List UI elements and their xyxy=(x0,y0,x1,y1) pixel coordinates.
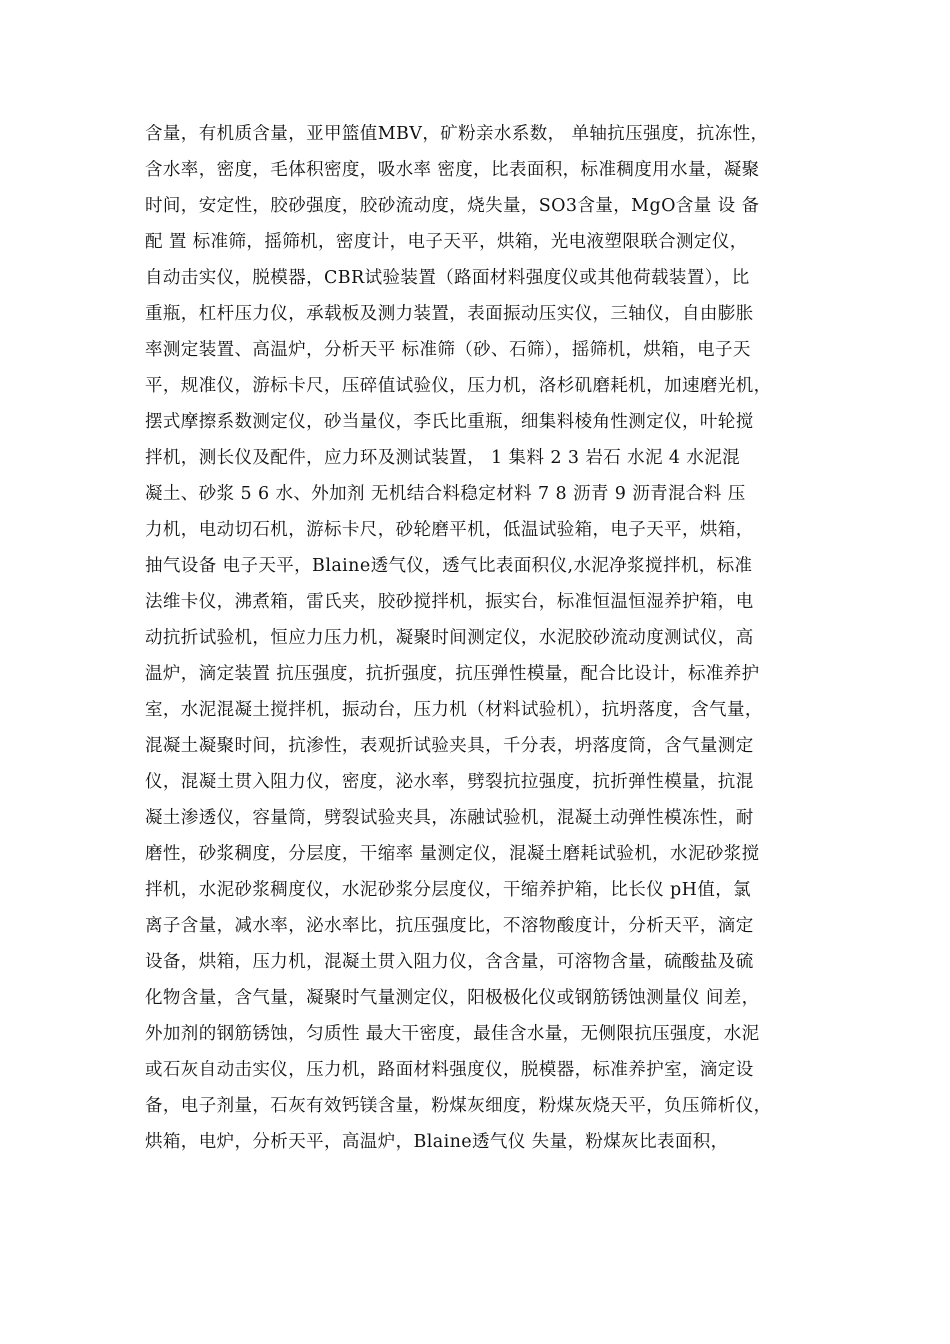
text-line: 含水率，密度，毛体积密度，吸水率 密度，比表面积，标准稠度用水量，凝聚 xyxy=(145,160,760,180)
text-line: 抽气设备 电子天平，Blaine透气仪，透气比表面积仪,水泥净浆搅拌机，标准 xyxy=(145,556,753,576)
text-line: 法维卡仪，沸煮箱，雷氏夹，胶砂搅拌机，振实台，标准恒温恒湿养护箱，电 xyxy=(145,592,754,612)
text-line: 混凝土凝聚时间，抗渗性，表观折试验夹具，千分表，坍落度筒，含气量测定 xyxy=(145,736,754,756)
text-line: 率测定装置、高温炉，分析天平 标准筛（砂、石筛），摇筛机，烘箱，电子天 xyxy=(145,340,751,360)
text-line: 仪，混凝土贯入阻力仪，密度，泌水率，劈裂抗拉强度，抗折弹性模量，抗混 xyxy=(145,772,754,792)
text-line: 备，电子剂量，石灰有效钙镁含量，粉煤灰细度，粉煤灰烧天平，负压筛析仪， xyxy=(145,1096,772,1116)
text-line: 磨性，砂浆稠度，分层度，干缩率 量测定仪，混凝土磨耗试验机，水泥砂浆搅 xyxy=(145,844,760,864)
text-line: 拌机，测长仪及配件，应力环及测试装置， 1 集料 2 3 岩石 水泥 4 水泥混 xyxy=(145,448,741,468)
text-line: 或石灰自动击实仪，压力机，路面材料强度仪，脱模器，标准养护室，滴定设 xyxy=(145,1060,754,1080)
text-line: 摆式摩擦系数测定仪，砂当量仪，李氏比重瓶，细集料棱角性测定仪，叶轮搅 xyxy=(145,412,754,432)
text-line: 凝土、砂浆 5 6 水、外加剂 无机结合料稳定材料 7 8 沥青 9 沥青混合料 压 xyxy=(145,484,746,504)
text-line: 室，水泥混凝土搅拌机，振动台，压力机（材料试验机），抗坍落度，含气量， xyxy=(145,700,763,720)
text-line: 温炉，滴定装置 抗压强度，抗折强度，抗压弹性模量，配合比设计，标准养护 xyxy=(145,664,760,684)
text-line: 含量，有机质含量，亚甲篮值MBV，矿粉亲水系数， 单轴抗压强度，抗冻性， xyxy=(145,124,769,144)
text-line: 配 置 标准筛，摇筛机，密度计，电子天平，烘箱，光电液塑限联合测定仪， xyxy=(145,232,748,252)
text-line: 平，规准仪，游标卡尺，压碎值试验仪，压力机，洛杉矶磨耗机，加速磨光机， xyxy=(145,376,772,396)
text-line: 设备，烘箱，压力机，混凝土贯入阻力仪，含含量，可溶物含量，硫酸盐及硫 xyxy=(145,952,754,972)
text-line: 外加剂的钢筋锈蚀，匀质性 最大干密度，最佳含水量，无侧限抗压强度，水泥 xyxy=(145,1024,760,1044)
text-line: 拌机，水泥砂浆稠度仪，水泥砂浆分层度仪，干缩养护箱，比长仪 pH值，氯 xyxy=(145,880,752,900)
text-line: 重瓶，杠杆压力仪，承载板及测力装置，表面振动压实仪，三轴仪，自由膨胀 xyxy=(145,304,754,324)
text-line: 自动击实仪，脱模器，CBR试验装置（路面材料强度仪或其他荷载装置），比 xyxy=(145,268,750,288)
text-line: 力机，电动切石机，游标卡尺，砂轮磨平机，低温试验箱，电子天平，烘箱， xyxy=(145,520,754,540)
text-line: 凝土渗透仪，容量筒，劈裂试验夹具，冻融试验机，混凝土动弹性模冻性，耐 xyxy=(145,808,754,828)
text-line: 离子含量，减水率，泌水率比，抗压强度比，不溶物酸度计，分析天平，滴定 xyxy=(145,916,754,936)
text-line: 动抗折试验机，恒应力压力机，凝聚时间测定仪，水泥胶砂流动度测试仪，高 xyxy=(145,628,754,648)
text-line: 烘箱，电炉，分析天平，高温炉，Blaine透气仪 失量，粉煤灰比表面积， xyxy=(145,1132,729,1152)
text-line: 时间，安定性，胶砂强度，胶砂流动度，烧失量，SO3含量，MgO含量 设 备 xyxy=(145,196,760,216)
body-text xyxy=(145,116,815,1160)
text-line: 化物含量，含气量，凝聚时气量测定仪，阳极极化仪或钢筋锈蚀测量仪 间差， xyxy=(145,988,760,1008)
